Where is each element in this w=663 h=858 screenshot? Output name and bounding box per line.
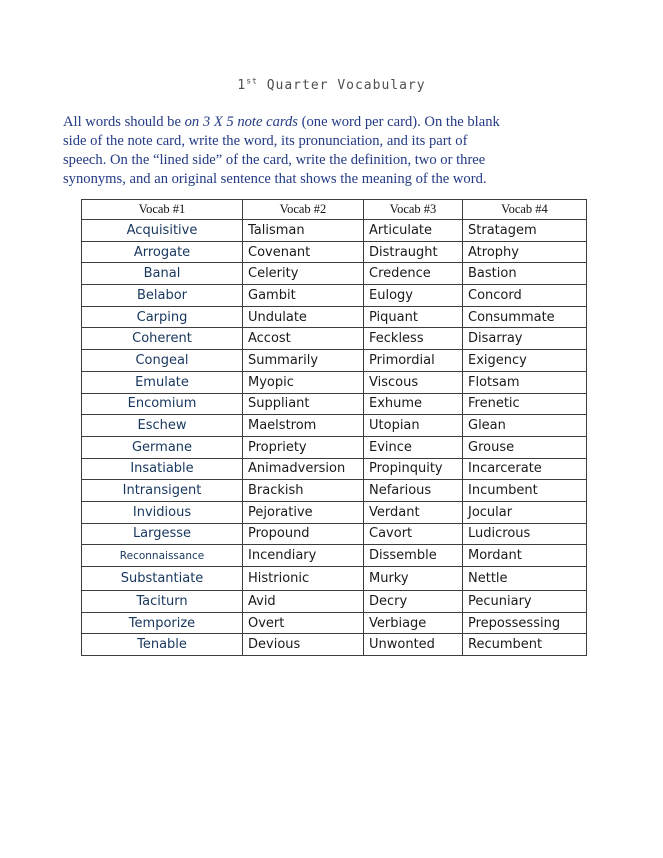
vocab3-word: Verbiage bbox=[364, 612, 463, 634]
vocab1-word: Temporize bbox=[82, 612, 243, 634]
vocab1-word: Emulate bbox=[82, 371, 243, 393]
column-header-vocab3: Vocab #3 bbox=[364, 200, 463, 220]
table-row bbox=[82, 501, 587, 523]
table-row bbox=[82, 350, 587, 372]
vocab1-word: Coherent bbox=[82, 328, 243, 350]
table-row bbox=[82, 591, 587, 613]
vocab3-word: Articulate bbox=[364, 220, 463, 242]
table-row bbox=[82, 634, 587, 656]
vocab1-word: Acquisitive bbox=[82, 220, 243, 242]
vocab2-word: Undulate bbox=[243, 306, 364, 328]
title-ordinal-superscript: st bbox=[246, 76, 258, 86]
vocab3-word: Primordial bbox=[364, 350, 463, 372]
vocab3-word: Cavort bbox=[364, 523, 463, 545]
vocab4-word: Incumbent bbox=[463, 480, 587, 502]
vocab3-word: Distraught bbox=[364, 241, 463, 263]
vocab3-word: Nefarious bbox=[364, 480, 463, 502]
vocab2-word: Summarily bbox=[243, 350, 364, 372]
vocab2-word: Suppliant bbox=[243, 393, 364, 415]
vocab1-word: Largesse bbox=[82, 523, 243, 545]
column-header-vocab4: Vocab #4 bbox=[463, 200, 587, 220]
vocab2-word: Propound bbox=[243, 523, 364, 545]
table-row bbox=[82, 567, 587, 591]
table-row bbox=[82, 415, 587, 437]
vocab4-word: Disarray bbox=[463, 328, 587, 350]
vocab2-word: Brackish bbox=[243, 480, 364, 502]
vocab4-word: Pecuniary bbox=[463, 591, 587, 613]
vocab3-word: Feckless bbox=[364, 328, 463, 350]
vocab2-word: Covenant bbox=[243, 241, 364, 263]
vocab2-word: Histrionic bbox=[243, 567, 364, 591]
vocab4-word: Bastion bbox=[463, 263, 587, 285]
vocab1-word: Banal bbox=[82, 263, 243, 285]
table-row bbox=[82, 545, 587, 567]
vocab2-word: Pejorative bbox=[243, 501, 364, 523]
vocab4-word: Exigency bbox=[463, 350, 587, 372]
table-row bbox=[82, 480, 587, 502]
column-header-vocab1: Vocab #1 bbox=[82, 200, 243, 220]
vocab1-word: Encomium bbox=[82, 393, 243, 415]
title-number: 1 bbox=[237, 78, 247, 93]
table-header-row bbox=[82, 200, 587, 220]
table-row bbox=[82, 285, 587, 307]
instructions-line1-post: (one word per card). On the blank bbox=[297, 114, 500, 130]
vocab2-word: Talisman bbox=[243, 220, 364, 242]
vocab3-word: Dissemble bbox=[364, 545, 463, 567]
vocab3-word: Decry bbox=[364, 591, 463, 613]
table-row bbox=[82, 371, 587, 393]
table-row bbox=[82, 241, 587, 263]
instructions-line-4: synonyms, and an original sentence that shows the meaning of the word. bbox=[63, 171, 487, 187]
table-row bbox=[82, 393, 587, 415]
vocab4-word: Glean bbox=[463, 415, 587, 437]
instructions-line1-italic: on 3 X 5 note cards bbox=[184, 114, 298, 130]
instructions-line1-pre: All words should be bbox=[63, 114, 185, 130]
vocab4-word: Recumbent bbox=[463, 634, 587, 656]
vocab3-word: Piquant bbox=[364, 306, 463, 328]
vocab4-word: Consummate bbox=[463, 306, 587, 328]
column-header-vocab2: Vocab #2 bbox=[243, 200, 364, 220]
vocab2-word: Celerity bbox=[243, 263, 364, 285]
table-row bbox=[82, 263, 587, 285]
vocab2-word: Devious bbox=[243, 634, 364, 656]
vocab4-word: Grouse bbox=[463, 436, 587, 458]
vocab2-word: Gambit bbox=[243, 285, 364, 307]
vocab2-word: Incendiary bbox=[243, 545, 364, 567]
vocab3-word: Verdant bbox=[364, 501, 463, 523]
vocab4-word: Incarcerate bbox=[463, 458, 587, 480]
vocabulary-table bbox=[81, 199, 587, 656]
vocab4-word: Stratagem bbox=[463, 220, 587, 242]
vocab3-word: Eulogy bbox=[364, 285, 463, 307]
instructions-line-2: side of the note card, write the word, its pronunciation, and its part of bbox=[63, 133, 468, 149]
vocab1-word: Carping bbox=[82, 306, 243, 328]
vocab2-word: Myopic bbox=[243, 371, 364, 393]
vocab4-word: Concord bbox=[463, 285, 587, 307]
vocab4-word: Atrophy bbox=[463, 241, 587, 263]
vocab4-word: Frenetic bbox=[463, 393, 587, 415]
vocab4-word: Nettle bbox=[463, 567, 587, 591]
vocab1-word: Insatiable bbox=[82, 458, 243, 480]
vocab4-word: Ludicrous bbox=[463, 523, 587, 545]
vocab4-word: Mordant bbox=[463, 545, 587, 567]
vocab1-word: Germane bbox=[82, 436, 243, 458]
vocab1-word: Invidious bbox=[82, 501, 243, 523]
vocab3-word: Unwonted bbox=[364, 634, 463, 656]
vocab2-word: Animadversion bbox=[243, 458, 364, 480]
table-row bbox=[82, 220, 587, 242]
vocab2-word: Accost bbox=[243, 328, 364, 350]
instructions-paragraph bbox=[63, 113, 593, 189]
vocab2-word: Overt bbox=[243, 612, 364, 634]
vocab1-word: Tenable bbox=[82, 634, 243, 656]
instructions-line-3: speech. On the “lined side” of the card, write the definition, two or three bbox=[63, 152, 486, 168]
vocab3-word: Exhume bbox=[364, 393, 463, 415]
vocab1-word: Substantiate bbox=[82, 567, 243, 591]
page-title bbox=[0, 78, 663, 93]
vocab3-word: Credence bbox=[364, 263, 463, 285]
table-row bbox=[82, 458, 587, 480]
vocab3-word: Utopian bbox=[364, 415, 463, 437]
vocab1-word: Eschew bbox=[82, 415, 243, 437]
table-row bbox=[82, 328, 587, 350]
vocab4-word: Prepossessing bbox=[463, 612, 587, 634]
vocab1-word: Intransigent bbox=[82, 480, 243, 502]
table-row bbox=[82, 612, 587, 634]
table-row bbox=[82, 523, 587, 545]
vocab4-word: Jocular bbox=[463, 501, 587, 523]
title-text: Quarter Vocabulary bbox=[257, 78, 426, 93]
vocab1-word: Arrogate bbox=[82, 241, 243, 263]
vocab3-word: Viscous bbox=[364, 371, 463, 393]
table-row bbox=[82, 306, 587, 328]
vocab2-word: Maelstrom bbox=[243, 415, 364, 437]
instructions-line-1 bbox=[63, 113, 593, 132]
table-row bbox=[82, 436, 587, 458]
vocab1-word: Belabor bbox=[82, 285, 243, 307]
vocab4-word: Flotsam bbox=[463, 371, 587, 393]
vocab2-word: Propriety bbox=[243, 436, 364, 458]
vocab3-word: Evince bbox=[364, 436, 463, 458]
vocab3-word: Propinquity bbox=[364, 458, 463, 480]
vocab3-word: Murky bbox=[364, 567, 463, 591]
vocab1-word: Taciturn bbox=[82, 591, 243, 613]
vocab1-word: Reconnaissance bbox=[82, 545, 243, 567]
vocab1-word: Congeal bbox=[82, 350, 243, 372]
vocab2-word: Avid bbox=[243, 591, 364, 613]
